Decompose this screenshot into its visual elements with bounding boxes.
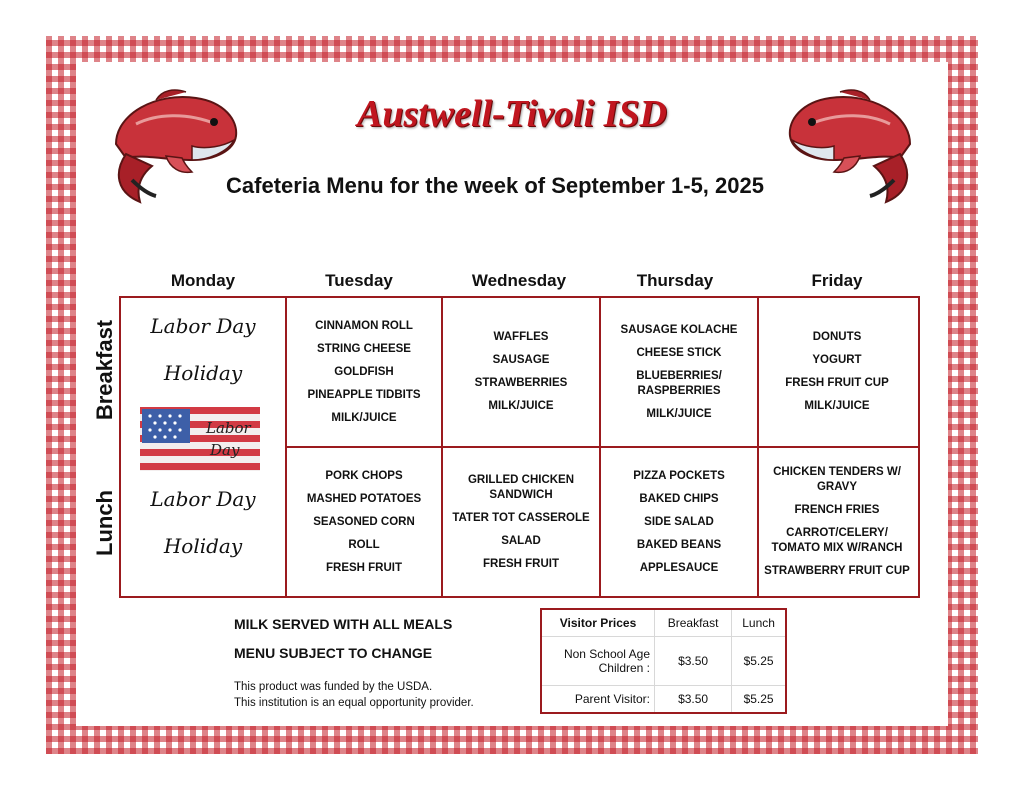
breakfast-friday bbox=[759, 298, 915, 446]
visitor-prices-table bbox=[540, 608, 787, 714]
note-equal-opportunity: This institution is an equal opportunity provider. bbox=[234, 697, 474, 709]
menu-item: WAFFLES bbox=[493, 331, 549, 343]
row-header-lunch: Lunch bbox=[92, 490, 117, 556]
day-header-tuesday: Tuesday bbox=[325, 271, 393, 290]
menu-item: PIZZA POCKETS bbox=[633, 469, 725, 482]
page-title: Cafeteria Menu for the week of September 1-5, 2025 bbox=[226, 173, 764, 198]
menu-item: SIDE SALAD bbox=[644, 515, 714, 528]
menu-item: PORK CHOPS bbox=[325, 469, 403, 482]
menu-item: MILK/JUICE bbox=[804, 400, 870, 412]
menu-item: FRESH FRUIT bbox=[482, 557, 560, 570]
menu-item: SALAD bbox=[501, 534, 541, 547]
menu-item: MASHED POTATOES bbox=[306, 492, 422, 505]
menu-item: GOLDFISH bbox=[334, 365, 394, 378]
menu-item: FRESH FRUIT bbox=[325, 561, 403, 574]
menu-item: SAUSAGE KOLACHE bbox=[620, 323, 738, 336]
lunch-tuesday bbox=[286, 448, 442, 596]
price-lunch: $5.25 bbox=[732, 637, 785, 685]
breakfast-thursday bbox=[601, 298, 757, 446]
menu-item: CARROT/CELERY/ TOMATO MIX W/RANCH bbox=[771, 527, 903, 554]
prices-label: Non School Age Children : bbox=[542, 637, 655, 685]
flag-word-labor: Labor bbox=[206, 419, 251, 437]
day-header-monday: Monday bbox=[170, 271, 236, 290]
price-lunch: $5.25 bbox=[732, 685, 785, 712]
menu-item: PINEAPPLE TIDBITS bbox=[307, 388, 421, 401]
holiday-text: Holiday bbox=[163, 534, 243, 558]
lunch-thursday bbox=[601, 448, 757, 596]
prices-row bbox=[542, 637, 785, 685]
menu-item: BAKED CHIPS bbox=[639, 492, 719, 505]
day-header-thursday: Thursday bbox=[636, 271, 714, 290]
menu-item: ROLL bbox=[348, 538, 380, 551]
prices-header: Lunch bbox=[732, 610, 785, 637]
menu-item: GRILLED CHICKEN SANDWICH bbox=[467, 473, 575, 501]
american-flag-icon bbox=[140, 403, 264, 475]
lunch-friday bbox=[759, 448, 915, 596]
menu-item: SEASONED CORN bbox=[313, 515, 415, 528]
menu-item: CHICKEN TENDERS W/ GRAVY bbox=[773, 466, 901, 493]
menu-item: MILK/JUICE bbox=[646, 407, 712, 420]
menu-item: SAUSAGE bbox=[492, 354, 550, 366]
day-header-wednesday: Wednesday bbox=[471, 271, 567, 290]
menu-item: STRING CHEESE bbox=[317, 342, 411, 355]
menu-item: STRAWBERRY FRUIT CUP bbox=[764, 565, 910, 577]
price-breakfast: $3.50 bbox=[655, 685, 732, 712]
holiday-text: Holiday bbox=[163, 361, 243, 385]
flag-word-day: Day bbox=[210, 441, 240, 459]
menu-item: TATER TOT CASSEROLE bbox=[452, 511, 590, 524]
prices-header: Breakfast bbox=[655, 610, 732, 637]
prices-row bbox=[542, 685, 785, 712]
price-breakfast: $3.50 bbox=[655, 637, 732, 685]
menu-item: BLUEBERRIES/ RASPBERRIES bbox=[636, 369, 722, 397]
menu-item: APPLESAUCE bbox=[639, 561, 719, 574]
menu-item: FRESH FRUIT CUP bbox=[785, 377, 889, 389]
school-title: Austwell-Tivoli ISD bbox=[356, 93, 667, 135]
menu-item: BAKED BEANS bbox=[636, 538, 722, 551]
lunch-wednesday bbox=[443, 448, 599, 596]
menu-item: STRAWBERRIES bbox=[474, 377, 568, 389]
holiday-text: Labor Day bbox=[150, 314, 256, 338]
breakfast-tuesday bbox=[286, 298, 442, 446]
breakfast-wednesday bbox=[443, 298, 599, 446]
day-header-friday: Friday bbox=[811, 271, 863, 290]
prices-header: Visitor Prices bbox=[542, 610, 655, 637]
menu-item: CINNAMON ROLL bbox=[315, 319, 413, 332]
menu-item: MILK/JUICE bbox=[488, 400, 554, 412]
menu-item: FRENCH FRIES bbox=[794, 504, 880, 516]
row-header-breakfast: Breakfast bbox=[92, 319, 117, 421]
prices-label: Parent Visitor: bbox=[542, 685, 655, 712]
note-change: MENU SUBJECT TO CHANGE bbox=[234, 645, 433, 661]
menu-item: DONUTS bbox=[812, 331, 862, 343]
menu-item: YOGURT bbox=[812, 354, 862, 366]
menu-item: MILK/JUICE bbox=[331, 411, 397, 424]
note-usda: This product was funded by the USDA. bbox=[234, 681, 433, 693]
holiday-text: Labor Day bbox=[150, 487, 256, 511]
menu-item: CHEESE STICK bbox=[636, 346, 722, 359]
prices-header-row bbox=[542, 610, 785, 637]
note-milk: MILK SERVED WITH ALL MEALS bbox=[234, 616, 453, 632]
